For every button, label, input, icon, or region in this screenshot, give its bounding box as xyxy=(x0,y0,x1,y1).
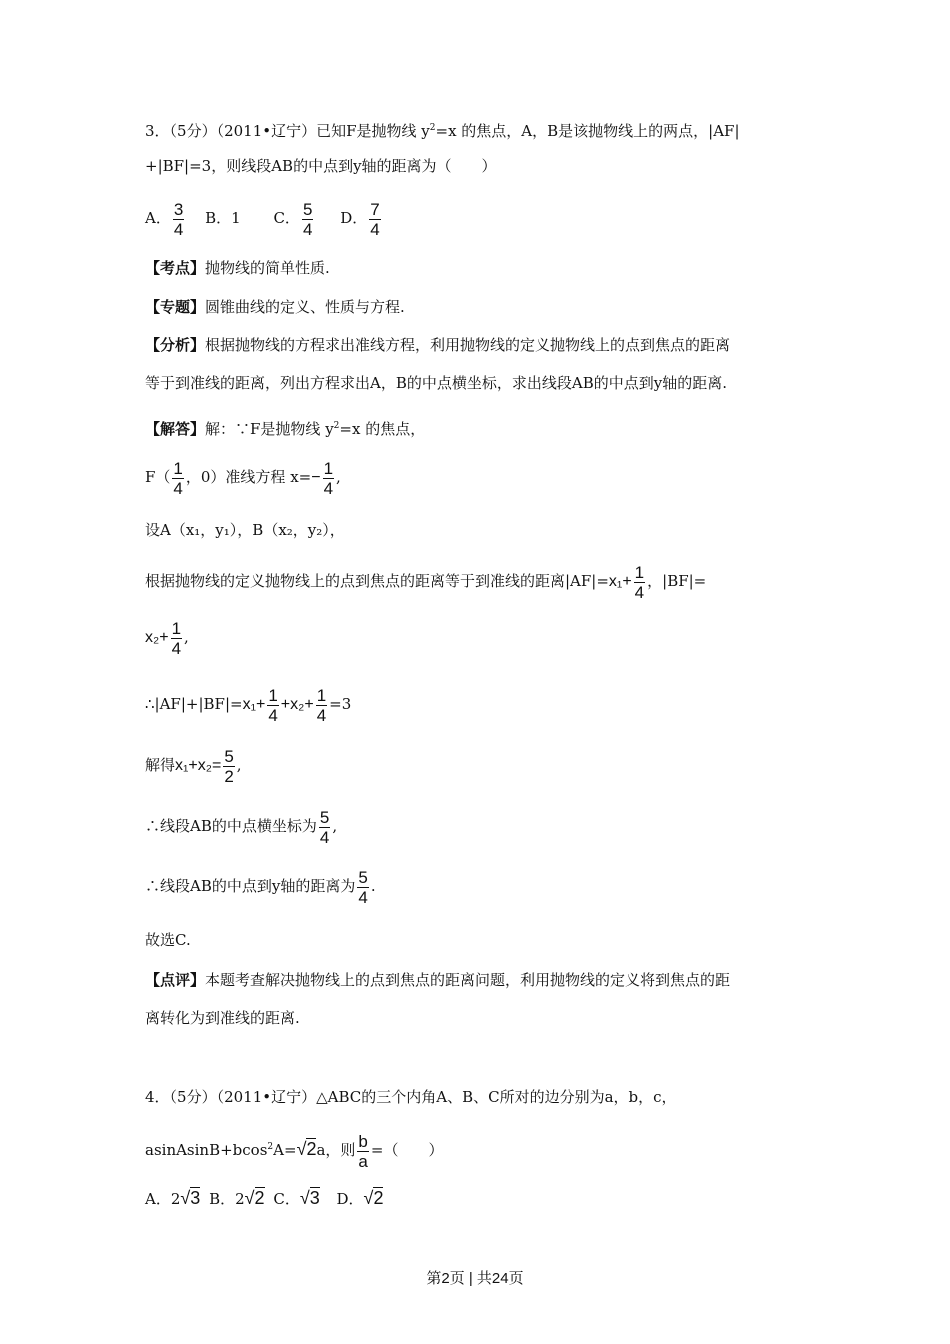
option-c: C． $\frac{5}{4}$ xyxy=(273,199,313,239)
option-c: C．√3 xyxy=(273,1188,320,1208)
text: 3．（5分）（2011•辽宁）已知F是抛物线 y xyxy=(145,122,430,140)
option-a: A． $\frac{3}{4}$ xyxy=(145,199,184,239)
page-footer: 第2页 | 共24页 xyxy=(426,1270,524,1287)
superscript: 2 xyxy=(429,123,436,133)
set-line: 设A（x₁，y₁），B（x₂，y₂）， xyxy=(145,521,345,539)
option-d: D． $\frac{7}{4}$ xyxy=(340,199,380,239)
q4-options xyxy=(145,1188,383,1209)
q3-stem-line1 xyxy=(145,118,740,141)
zhuanti: 【专题】圆锥曲线的定义、性质与方程. xyxy=(145,298,405,316)
q4-stem-line2: asinAsinB+bcos$^2$A=√2a，则 $\frac{b}{a}$ =（ ） xyxy=(145,1131,444,1171)
q4-stem-line1: 4．（5分）（2011•辽宁）△ABC的三个内角A、B、C所对的边分别为a，b，c， xyxy=(145,1088,677,1106)
solve-line: 解得x₁+x₂= $\frac{5}{2}$ , xyxy=(145,746,242,786)
q3-options xyxy=(145,198,383,239)
definition-line: 根据抛物线的定义抛物线上的点到焦点的距离等于到准线的距离|AF|=x₁+ $\frac{1}{4}$ ，|BF|= xyxy=(145,562,707,602)
dianping-cont: 离转化为到准线的距离. xyxy=(145,1009,300,1027)
answer-line: 故选C. xyxy=(145,931,191,949)
q3-stem-line2: +|BF|=3，则线段AB的中点到y轴的距离为（ ） xyxy=(145,157,497,175)
kaodian: 【考点】抛物线的简单性质. xyxy=(145,259,330,277)
fenxi-cont: 等于到准线的距离，列出方程求出A，B的中点横坐标，求出线段AB的中点到y轴的距离. xyxy=(145,374,727,392)
sqrt: √2 xyxy=(296,1139,317,1159)
jieda: 【解答】解：∵F是抛物线 $y^2=x$ 的焦点， xyxy=(145,420,426,438)
dianping: 【点评】本题考查解决抛物线上的点到焦点的距离问题，利用抛物线的定义将到焦点的距 xyxy=(145,971,731,989)
text: =x 的焦点，A，B是该抛物线上的两点，|AF| xyxy=(435,122,740,140)
distance-line: ∴线段AB的中点到y轴的距离为 $\frac{5}{4}$ . xyxy=(145,867,376,907)
midpoint-line: ∴线段AB的中点横坐标为 $\frac{5}{4}$ , xyxy=(145,807,338,847)
option-a: A．2√3 xyxy=(145,1188,201,1208)
x2-line: x₂+ $\frac{1}{4}$ , xyxy=(145,618,189,658)
focus-line: F（ $\frac{1}{4}$ ，0）准线方程 x=− $\frac{1}{4}$ , xyxy=(145,458,341,498)
sum-line: ∴|AF|+|BF|=x₁+ $\frac{1}{4}$ +x₂+ $\frac{1}{4}$ =3 xyxy=(145,685,352,725)
option-b: B．2√2 xyxy=(209,1188,265,1208)
option-b: B．1 xyxy=(205,209,241,227)
fenxi: 【分析】根据抛物线的方程求出准线方程，利用抛物线的定义抛物线上的点到焦点的距离 xyxy=(145,336,731,354)
option-d: D．√2 xyxy=(336,1188,384,1208)
